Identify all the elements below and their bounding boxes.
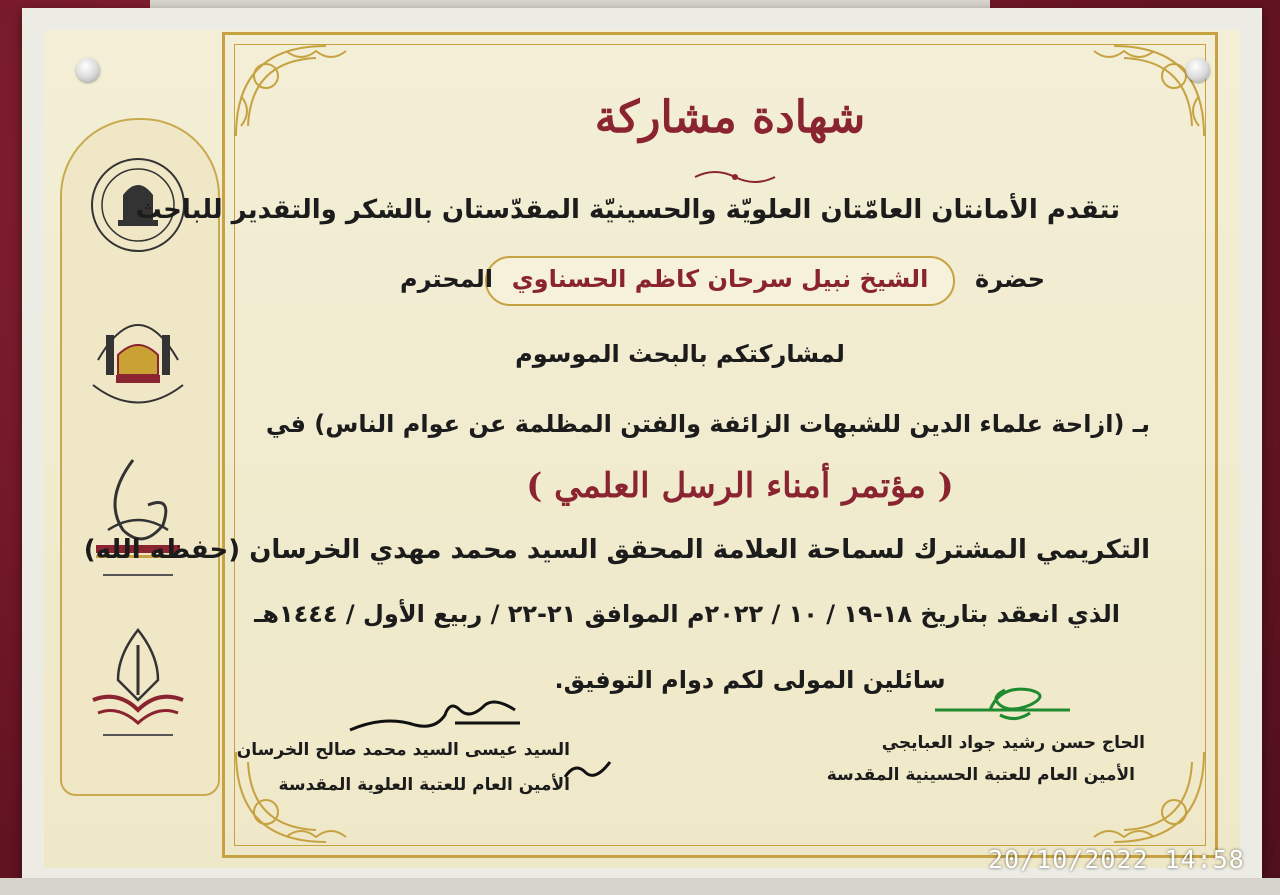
conference-name: ( مؤتمر أمناء الرسل العلمي ) (526, 466, 954, 506)
corner-ornament-bottom-right (1064, 742, 1214, 852)
date-line: الذي انعقد بتاريخ ١٨-١٩ / ١٠ / ٢٠٢٢م الموافق ٢١-٢٢ / ربيع الأول / ١٤٤٤هـ (254, 600, 1120, 628)
research-title: بـ (ازاحة علماء الدين للشبهات الزائفة والفتن المظلمة عن عوام الناس) في (265, 410, 1150, 438)
mounting-pin-left (76, 58, 100, 82)
left-signature-icon (345, 695, 525, 740)
right-signature-icon (930, 680, 1080, 725)
top-shelf (150, 0, 990, 8)
photo-timestamp: 20/10/2022 14:58 (988, 845, 1245, 874)
husseiniya-shrine-seal-icon (78, 300, 198, 420)
title-flourish-icon (690, 168, 780, 186)
corner-ornament-top-left (226, 36, 376, 146)
right-signatory-name: الحاج حسن رشيد جواد العبايجي (881, 733, 1145, 753)
left-signatory-title: الأمين العام للعتبة العلوية المقدسة (278, 775, 570, 795)
left-signatory-name: السيد عيسى السيد محمد صالح الخرسان (236, 740, 570, 760)
corner-ornament-top-right (1064, 36, 1214, 146)
honorific-prefix: حضرة (975, 265, 1046, 293)
honoring-text: التكريمي المشترك لسماحة العلامة المحقق السيد محمد مهدي الخرسان (حفظه الله) (83, 535, 1150, 565)
honorific-suffix: المحترم (400, 265, 493, 293)
recipient-name: الشيخ نبيل سرحان كاظم الحسناوي (511, 265, 929, 293)
right-signatory-title: الأمين العام للعتبة الحسينية المقدسة (826, 765, 1135, 785)
bottom-shelf (0, 878, 1280, 895)
pen-book-logo-icon (78, 625, 198, 750)
mounting-pin-right (1186, 58, 1210, 82)
closing-text: سائلين المولى لكم دوام التوفيق. (554, 666, 946, 694)
intro-text: تتقدم الأمانتان العامّتان العلويّة والحسينيّة المقدّستان بالشكر والتقدير للباحث (135, 195, 1120, 225)
certificate-title: شهادة مشاركة (594, 92, 866, 143)
conference-logo-icon (78, 450, 198, 590)
participation-text: لمشاركتكم بالبحث الموسوم (515, 340, 845, 368)
